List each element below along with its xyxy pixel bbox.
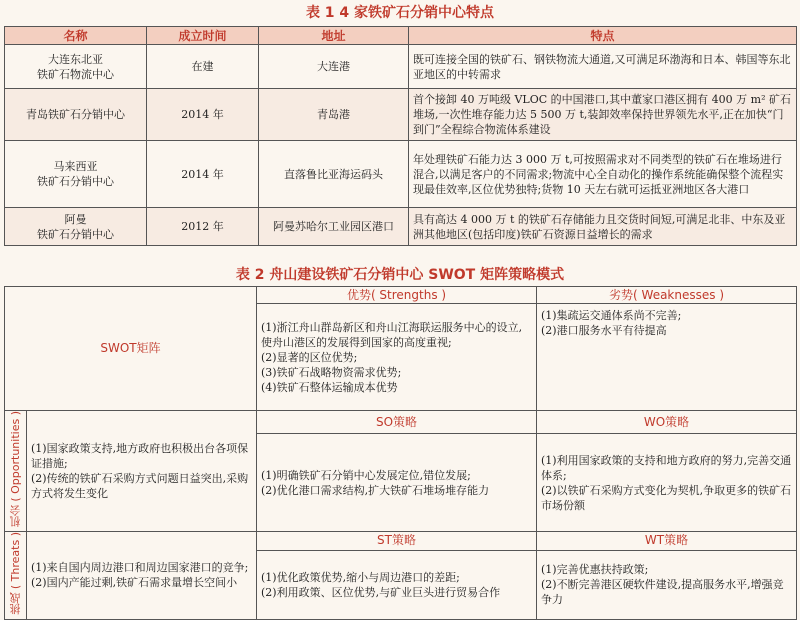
wo-text: (1)利用国家政策的支持和地方政府的努力,完善交通体系; (2)以铁矿石采购方式变化为契机,争取更多的铁矿石市场份额 <box>537 434 797 532</box>
so-header: SO策略 <box>257 411 537 434</box>
center-time: 在建 <box>147 45 259 89</box>
threats-label <box>5 532 27 620</box>
table1-caption: 表 1 4 家铁矿石分销中心特点 <box>305 5 495 21</box>
center-time: 2014 年 <box>147 89 259 141</box>
center-address: 大连港 <box>259 45 409 89</box>
center-address: 直落鲁比亚海运码头 <box>259 141 409 208</box>
weaknesses-header: 劣势( Weaknesses ) <box>537 287 797 304</box>
wt-text: (1)完善优惠扶持政策; (2)不断完善港区硬软件建设,提高服务水平,增强竞争力 <box>537 550 797 619</box>
st-header: ST策略 <box>257 532 537 551</box>
distribution-centers-table <box>4 26 797 246</box>
swot-matrix-label: SWOT矩阵 <box>5 287 257 411</box>
table-row <box>5 208 797 246</box>
center-name: 马来西亚 铁矿石分销中心 <box>5 141 147 208</box>
center-time: 2014 年 <box>147 141 259 208</box>
center-features: 既可连接全国的铁矿石、钢铁物流大通道,又可满足环渤海和日本、韩国等东北亚地区的中转需求 <box>409 45 797 89</box>
opportunities-label <box>5 411 27 532</box>
strengths-text: (1)浙江舟山群岛新区和舟山江海联运服务中心的设立,使舟山港区的发展得到国家的高度重视; (2)显著的区位优势; (3)铁矿石战略物资需求优势; (4)铁矿石整体运输成本优势 <box>257 304 537 411</box>
header-name: 名称 <box>5 27 147 45</box>
table1-header-row <box>5 27 797 45</box>
so-text: (1)明确铁矿石分销中心发展定位,错位发展; (2)优化港口需求结构,扩大铁矿石堆场堆存能力 <box>257 434 537 532</box>
header-address: 地址 <box>259 27 409 45</box>
table-row <box>5 141 797 208</box>
opportunities-label-text: 机会 ( Opportunities ) <box>8 411 22 528</box>
center-name: 阿曼 铁矿石分销中心 <box>5 208 147 246</box>
so-wo-header-row <box>5 411 797 434</box>
threats-label-text: 挑战 ( Threats ) <box>8 532 22 615</box>
center-features: 具有高达 4 000 万 t 的铁矿石存储能力且交货时间短,可满足北非、中东及亚洲其他地区(包括印度)铁矿石资源日益增长的需求 <box>409 208 797 246</box>
table-row <box>5 45 797 89</box>
header-time: 成立时间 <box>147 27 259 45</box>
center-address: 阿曼苏哈尔工业园区港口 <box>259 208 409 246</box>
wo-header: WO策略 <box>537 411 797 434</box>
table2-caption: 表 2 舟山建设铁矿石分销中心 SWOT 矩阵策略模式 <box>235 267 565 283</box>
center-address: 青岛港 <box>259 89 409 141</box>
center-time: 2012 年 <box>147 208 259 246</box>
swot-matrix-table <box>4 286 797 620</box>
wt-header: WT策略 <box>537 532 797 551</box>
header-features: 特点 <box>409 27 797 45</box>
opportunities-text: (1)国家政策支持,地方政府也积极出台各项保证措施; (2)传统的铁矿石采购方式问题日益突出,采购方式将发生变化 <box>27 411 257 532</box>
st-wt-header-row <box>5 532 797 551</box>
table-row <box>5 89 797 141</box>
threats-text: (1)来自国内周边港口和周边国家港口的竞争; (2)国内产能过剩,铁矿石需求量增长空间小 <box>27 532 257 620</box>
weaknesses-text: (1)集疏运交通体系尚不完善; (2)港口服务水平有待提高 <box>537 304 797 411</box>
center-features: 首个接卸 40 万吨级 VLOC 的中国港口,其中董家口港区拥有 400 万 m² 矿石堆场,一次性堆存能力达 5 500 万 t,装卸效率保持世界领先水平,正在加快“门到门”全程综合物流体系建设 <box>409 89 797 141</box>
st-text: (1)优化政策优势,缩小与周边港口的差距; (2)利用政策、区位优势,与矿业巨头进行贸易合作 <box>257 550 537 619</box>
center-name: 青岛铁矿石分销中心 <box>5 89 147 141</box>
center-name: 大连东北亚 铁矿石物流中心 <box>5 45 147 89</box>
center-features: 年处理铁矿石能力达 3 000 万 t,可按照需求对不同类型的铁矿石在堆场进行混合,以满足客户的不同需求;物流中心全自动化的操作系统能确保整个流程实现最佳效率,区位优势独特;货物 10 天左右就可运抵亚洲地区各大港口 <box>409 141 797 208</box>
swot-header-row <box>5 287 797 304</box>
strengths-header: 优势( Strengths ) <box>257 287 537 304</box>
